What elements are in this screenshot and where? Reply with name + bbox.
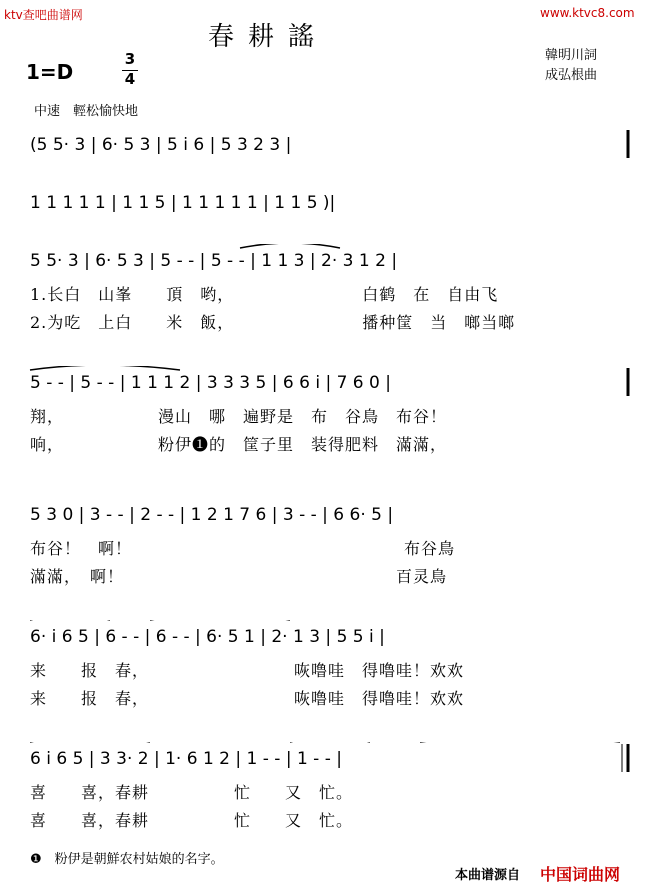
lyric-verse-2: 来 报 春， 咴噜哇 得噜哇！欢欢 [30,689,465,708]
notation-text: (5 5· 3 | 6· 5 3 | 5 i 6 | 5 3 2 3 | [30,135,292,155]
notation-line [0,186,648,216]
source-site: 中国词曲网 [540,865,621,884]
key-signature: 1=D [26,60,74,84]
tempo-marking: 中速 輕松愉快地 [34,104,139,119]
composer-credit: 成弘根曲 [545,68,598,83]
time-signature-bottom: 4 [124,70,136,88]
notation-text: 6· i 6 5 | 6 - - | 6 - - | 6· 5 1 | 2· 1 3 | 5 5 i | [30,627,385,647]
notation-line [0,366,648,396]
notation-text: 5 5· 3 | 6· 5 3 | 5 - - | 5 - - | 1 1 3 | 2· 3 1 2 | [30,251,398,271]
notation-line [0,498,648,528]
notation-text: 1 1 1 1 1 | 1 1 5 | 1 1 1 1 1 | 1 1 5 )| [30,193,336,213]
lyric-verse-2: 响， 粉伊❶的 筐子里 装得肥料 滿滿， [30,435,448,454]
site-watermark-left: ktv查吧曲谱网 [4,8,83,22]
time-signature-top: 3 [124,50,136,68]
lyric-verse-1: 布谷！ 啊！ 布谷鳥 [30,539,456,558]
song-title: 春耕謠 [208,22,329,52]
notation-text: 5 - - | 5 - - | 1 1 1 2 | 3 3 3 5 | 6 6 i | 7 6 0 | [30,373,391,393]
lyric-verse-1: 来 报 春， 咴噜哇 得噜哇！欢欢 [30,661,465,680]
site-watermark-right: www.ktvc8.com [540,6,635,20]
notation-line [0,742,648,772]
source-label: 本曲谱源自 [455,868,521,883]
lyric-verse-2: 滿滿， 啊！ 百灵鳥 [30,567,448,586]
lyricist-credit: 韓明川詞 [545,48,598,63]
footnote: ❶ 粉伊是朝鮮农村姑娘的名字。 [30,852,224,867]
notation-text: 6 i 6 5 | 3 3· 2 | 1· 6 1 2 | 1 - - | 1 - - | [30,749,342,769]
notation-text: 5 3 0 | 3 - - | 2 - - | 1 2 1 7 6 | 3 - - | 6 6· 5 | [30,505,394,525]
lyric-verse-1: 翔， 漫山 哪 遍野是 布 谷鳥 布谷！ [30,407,448,426]
notation-line [0,128,648,158]
lyric-verse-2: 喜 喜，春耕 忙 又 忙。 [30,811,354,830]
lyric-verse-1: 喜 喜，春耕 忙 又 忙。 [30,783,354,802]
lyric-verse-2: 2.为吃 上白 米 飯， 播种筐 当 啷当啷 [30,313,516,332]
notation-line [0,620,648,650]
notation-line [0,244,648,274]
lyric-verse-1: 1.长白 山峯 頂 哟， 白鹤 在 自由飞 [30,285,499,304]
